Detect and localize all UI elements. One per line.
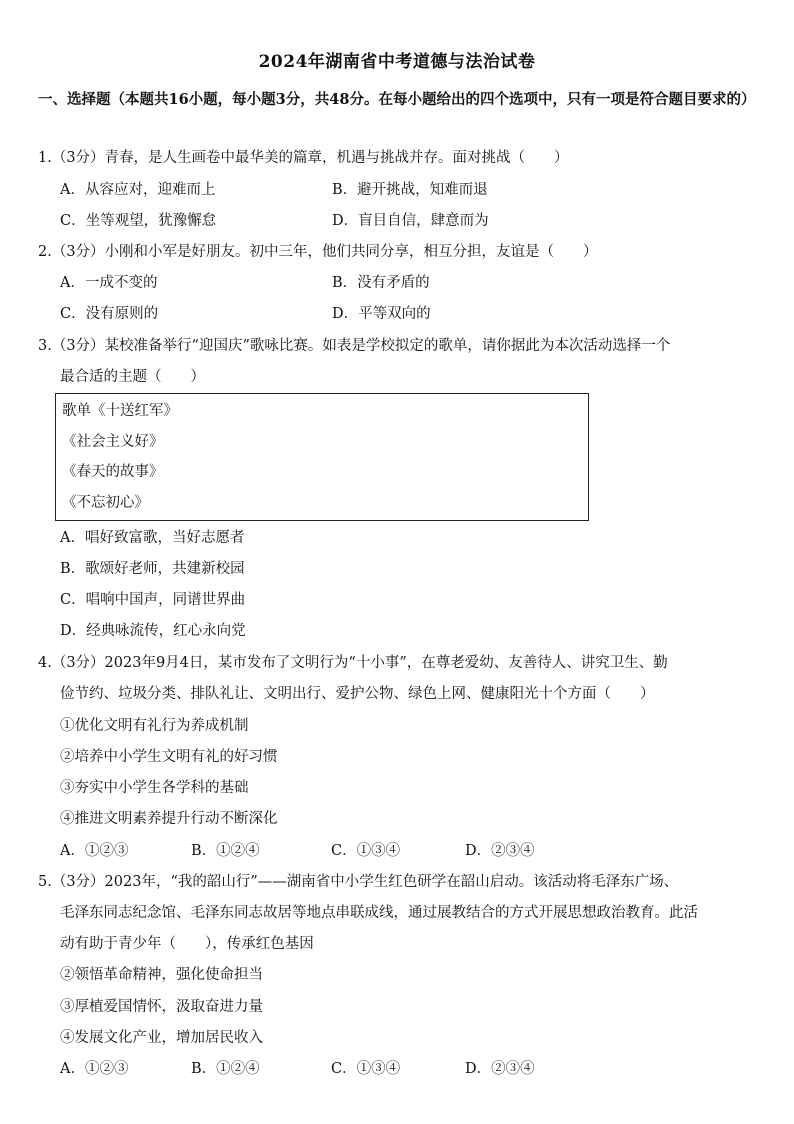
q4-option-d: D．②③④: [465, 843, 535, 859]
q4-item: ③夯实中小学生各学科的基础: [60, 780, 249, 796]
q4-stem-line2: 俭节约、垃圾分类、排队礼让、文明出行、爱护公物、绿色上网、健康阳光十个方面（ ）: [60, 686, 655, 702]
q5-option-a: A．①②③: [60, 1061, 129, 1077]
q2-stem: 2.（3分）小刚和小军是好朋友。初中三年，他们共同分享，相互分担，友谊是（ ）: [38, 244, 598, 260]
q5-item: ②领悟革命精神，强化使命担当: [60, 967, 263, 983]
q2-option-a: A．一成不变的: [60, 275, 158, 291]
q4-option-b: B．①②④: [191, 843, 260, 859]
song-list-row: 歌单《十送红军》: [62, 403, 178, 419]
q5-item: ④发展文化产业，增加居民收入: [60, 1030, 263, 1046]
q4-stem-line1: 4.（3分）2023年9月4日，某市发布了文明行为“十小事”，在尊老爱幼、友善待人、讲究卫生、勤: [38, 655, 668, 671]
section-heading: 一、选择题（本题共16小题，每小题3分，共48分。在每小题给出的四个选项中，只有一项是符合题目要求的）: [38, 91, 756, 108]
q5-option-c: C．①③④: [331, 1061, 401, 1077]
q1-option-a: A．从容应对，迎难而上: [60, 182, 216, 198]
q2-option-b: B．没有矛盾的: [332, 275, 430, 291]
q5-stem-line3: 动有助于青少年（ ），传承红色基因: [60, 936, 314, 952]
q1-option-b: B．避开挑战，知难而退: [332, 182, 488, 198]
q4-item: ②培养中小学生文明有礼的好习惯: [60, 749, 278, 765]
q1-stem: 1.（3分）青春，是人生画卷中最华美的篇章，机遇与挑战并存。面对挑战（ ）: [38, 150, 569, 166]
q4-option-a: A．①②③: [60, 843, 129, 859]
song-list-row: 《社会主义好》: [62, 434, 164, 450]
song-list-table: [55, 393, 589, 521]
q1-option-c: C．坐等观望，犹豫懈怠: [60, 213, 217, 229]
page-title: 2024年湖南省中考道德与法治试卷: [258, 52, 536, 72]
q2-option-d: D．平等双向的: [332, 306, 431, 322]
q5-stem-line1: 5.（3分）2023年，“我的韶山行”——湖南省中小学生红色研学在韶山启动。该活动将毛泽东广场、: [38, 874, 679, 890]
q3-option-a: A．唱好致富歌，当好志愿者: [60, 530, 245, 546]
q3-option-d: D．经典咏流传，红心永向党: [60, 623, 246, 639]
q3-stem-line1: 3.（3分）某校准备举行“迎国庆”歌咏比赛。如表是学校拟定的歌单，请你据此为本次活动选择一个: [38, 338, 671, 354]
q1-option-d: D．盲目自信，肆意而为: [332, 213, 489, 229]
song-list-row: 《不忘初心》: [62, 495, 149, 511]
q3-stem-line2: 最合适的主题（ ）: [60, 369, 205, 385]
q4-option-c: C．①③④: [331, 843, 401, 859]
q5-item: ③厚植爱国情怀，汲取奋进力量: [60, 999, 263, 1015]
q5-stem-line2: 毛泽东同志纪念馆、毛泽东同志故居等地点串联成线，通过展教结合的方式开展思想政治教育。此活: [60, 905, 698, 921]
q3-option-c: C．唱响中国声，同谱世界曲: [60, 592, 246, 608]
song-list-row: 《春天的故事》: [62, 464, 164, 480]
q4-item: ①优化文明有礼行为养成机制: [60, 718, 249, 734]
q3-option-b: B．歌颂好老师，共建新校园: [60, 561, 245, 577]
q5-option-b: B．①②④: [191, 1061, 260, 1077]
q5-option-d: D．②③④: [465, 1061, 535, 1077]
q4-item: ④推进文明素养提升行动不断深化: [60, 811, 278, 827]
q2-option-c: C．没有原则的: [60, 306, 159, 322]
